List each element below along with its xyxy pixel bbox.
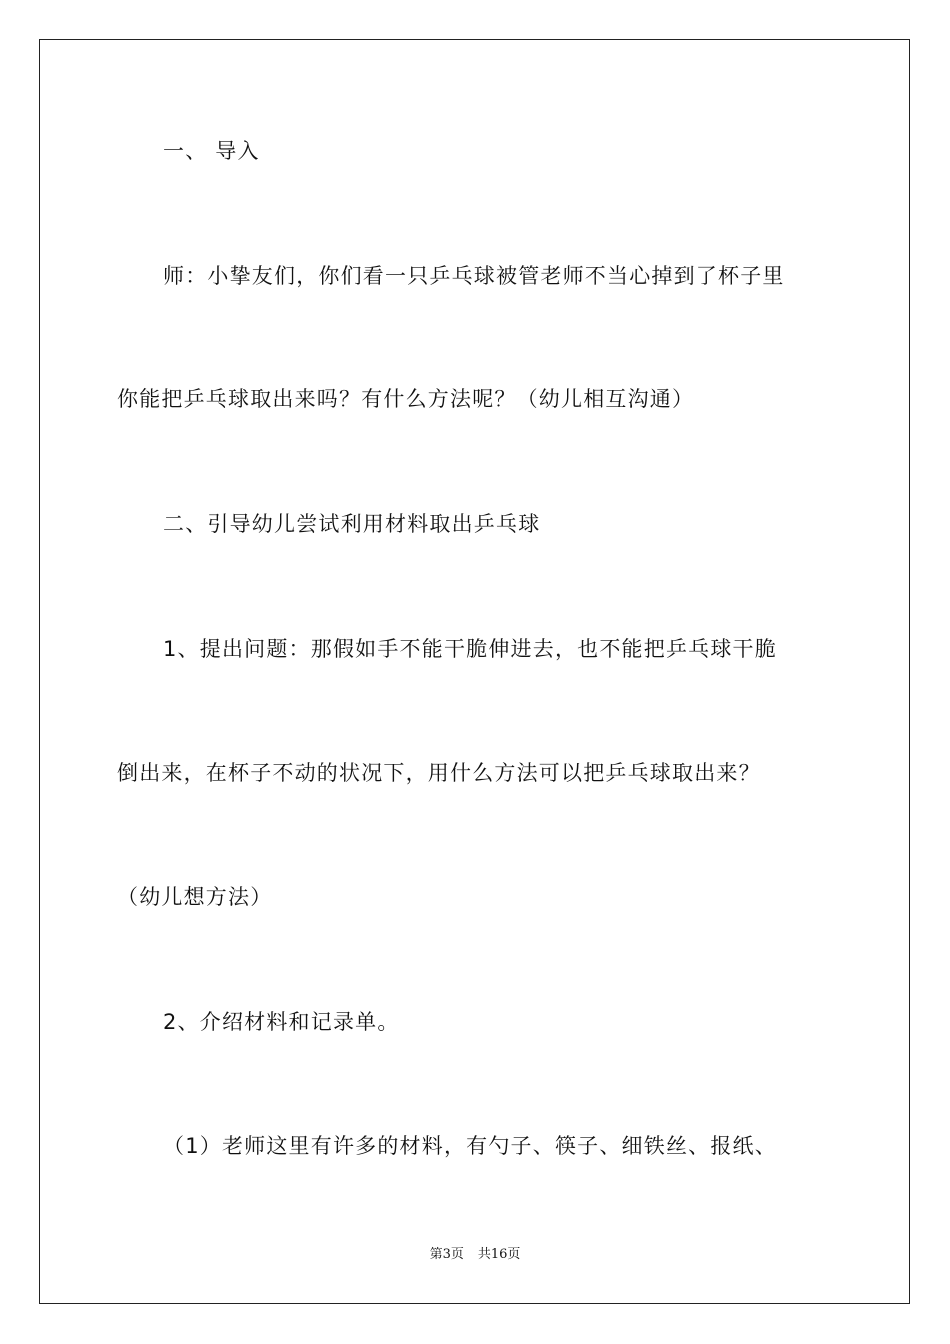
paragraph-line: 2、介绍材料和记录单。 [163,1010,400,1034]
page-border [39,39,910,1304]
page-number: 第3页 [429,1247,464,1262]
paragraph-line: 师：小挚友们，你们看一只乒乓球被管老师不当心掉到了杯子里 [163,264,785,288]
paragraph-line: （1）老师这里有许多的材料，有勺子、筷子、细铁丝、报纸、 [163,1134,777,1158]
page-total: 共16页 [477,1247,521,1262]
heading-introduction: 一、 导入 [163,139,260,163]
paragraph-line: （幼儿想方法） [117,885,273,909]
paragraph-line: 1、提出问题：那假如手不能干脆伸进去，也不能把乒乓球干脆 [163,637,777,661]
heading-guide-section: 二、引导幼儿尝试利用材料取出乒乓球 [163,512,541,536]
paragraph-line: 倒出来，在杯子不动的状况下，用什么方法可以把乒乓球取出来？ [117,761,761,785]
page-footer [0,1247,950,1263]
paragraph-line: 你能把乒乓球取出来吗？有什么方法呢？（幼儿相互沟通） [117,387,695,411]
